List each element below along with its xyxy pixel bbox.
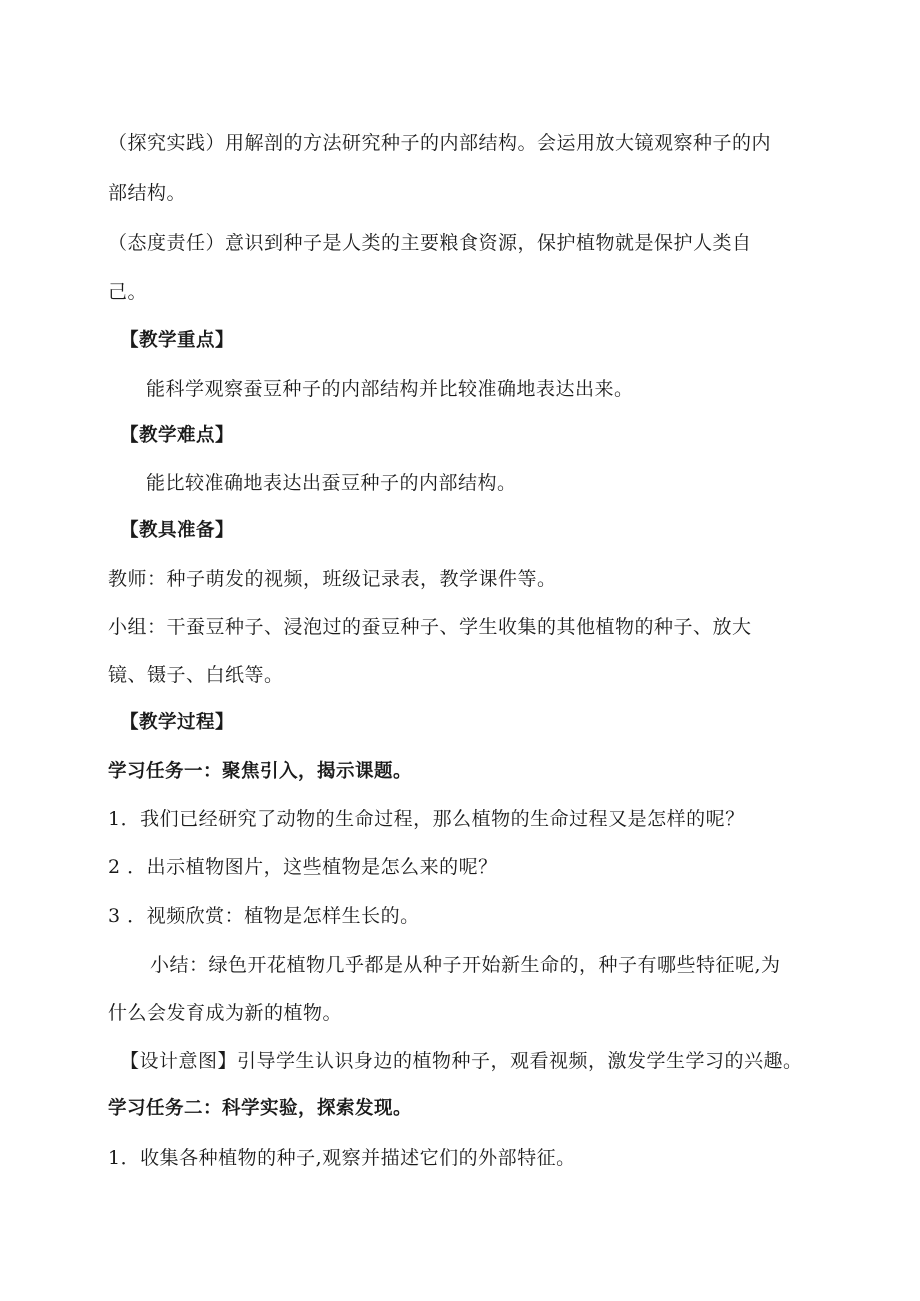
- summary-line-2: 什么会发育成为新的植物。: [108, 1002, 343, 1024]
- key-points-heading: 【教学重点】: [120, 330, 235, 351]
- task1-heading: 学习任务一：聚焦引入，揭示课题。: [108, 761, 413, 782]
- difficulty-heading: 【教学难点】: [120, 425, 235, 446]
- process-heading: 【教学过程】: [120, 712, 235, 733]
- materials-group-line-1: 小组：干蚕豆种子、浸泡过的蚕豆种子、学生收集的其他植物的种子、放大: [108, 616, 752, 638]
- summary-line-1: 小结：绿色开花植物几乎都是从种子开始新生命的，种子有哪些特征呢,为: [150, 954, 781, 976]
- materials-teacher: 教师：种子萌发的视频，班级记录表，教学课件等。: [108, 568, 557, 590]
- task1-item-2: 2 ．出示植物图片，这些植物是怎么来的呢？: [108, 856, 498, 878]
- design-intent: 【设计意图】引导学生认识身边的植物种子，观看视频，激发学生学习的兴趣。: [120, 1050, 803, 1072]
- task2-heading: 学习任务二：科学实验，探索发现。: [108, 1098, 413, 1119]
- objective-attitude-line-2: 己。: [108, 281, 148, 303]
- objective-practice-line-1: （探究实践）用解剖的方法研究种子的内部结构。会运用放大镜观察种子的内: [108, 132, 772, 154]
- task1-item-3: 3 ．视频欣赏：植物是怎样生长的。: [108, 905, 420, 927]
- difficulty-text: 能比较准确地表达出蚕豆种子的内部结构。: [146, 472, 517, 494]
- task2-item-1: 1．收集各种植物的种子,观察并描述它们的外部特征。: [108, 1147, 576, 1169]
- objective-attitude-line-1: （态度责任）意识到种子是人类的主要粮食资源，保护植物就是保护人类自: [108, 232, 752, 254]
- task1-item-1: 1．我们已经研究了动物的生命过程，那么植物的生命过程又是怎样的呢？: [108, 808, 745, 830]
- key-points-text: 能科学观察蚕豆种子的内部结构并比较准确地表达出来。: [146, 378, 634, 400]
- materials-group-line-2: 镜、镊子、白纸等。: [108, 664, 284, 686]
- materials-heading: 【教具准备】: [120, 520, 235, 541]
- objective-practice-line-2: 部结构。: [108, 182, 187, 204]
